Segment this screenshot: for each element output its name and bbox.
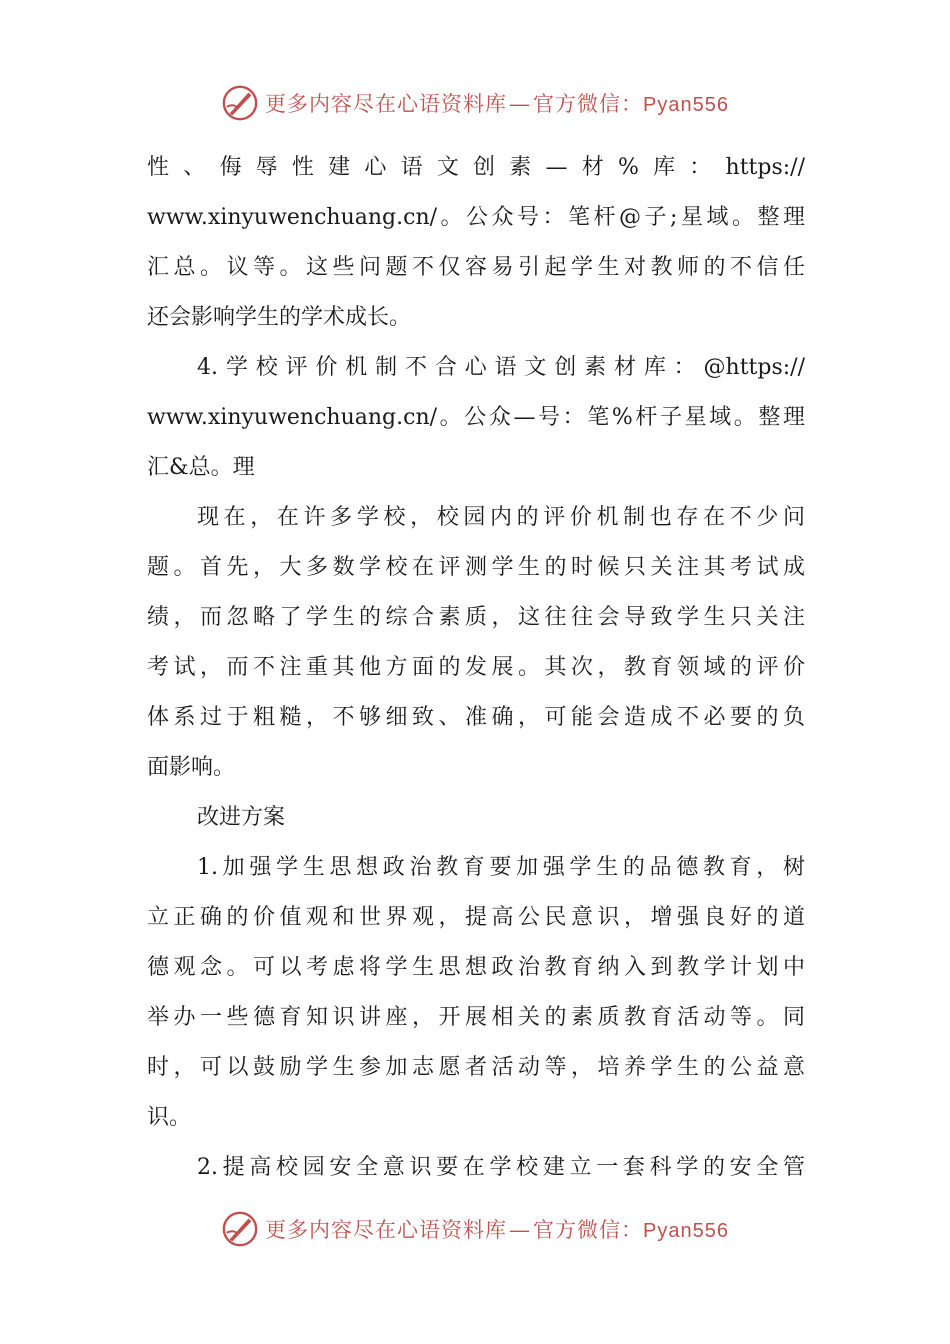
- paragraph-start: 现在，在许多学校，校园内的评价机制也存在不少问: [197, 505, 805, 530]
- list-item-heading: 1.加强学生思想政治教育要加强学生的品德教育，树: [197, 855, 805, 880]
- text-line: 汇&总。理: [147, 455, 255, 480]
- quill-logo-icon: [221, 1210, 259, 1248]
- text-line: 识。: [147, 1105, 192, 1130]
- text-line: 绩，而忽略了学生的综合素质，这往往会导致学生只关注: [147, 605, 805, 630]
- header-banner: [0, 80, 950, 126]
- document-body: [147, 143, 805, 1193]
- section-heading: 改进方案: [197, 805, 286, 830]
- text-line: 体系过于粗糙，不够细致、准确，可能会造成不必要的负: [147, 705, 805, 730]
- footer-text: 更多内容尽在心语资料库—官方微信：Pyan556: [265, 1218, 729, 1242]
- text-line: 立正确的价值观和世界观，提高公民意识，增强良好的道: [147, 905, 805, 930]
- text-line: 举办一些德育知识讲座，开展相关的素质教育活动等。同: [147, 1005, 805, 1030]
- text-line: 性、侮辱性建心语文创素—材%库：https://: [147, 155, 805, 180]
- text-line: 面影响。: [147, 755, 236, 780]
- text-line: www.xinyuwenchuang.cn/。公众—号：笔%杆子星域。整理: [147, 405, 805, 430]
- text-line: 时，可以鼓励学生参加志愿者活动等，培养学生的公益意: [147, 1055, 805, 1080]
- list-item-heading: 2.提高校园安全意识要在学校建立一套科学的安全管: [197, 1155, 805, 1180]
- text-line: 考试，而不注重其他方面的发展。其次，教育领域的评价: [147, 655, 805, 680]
- text-line: www.xinyuwenchuang.cn/。公众号：笔杆@子;星域。整理: [147, 205, 805, 230]
- header-text: 更多内容尽在心语资料库—官方微信：Pyan556: [265, 92, 729, 116]
- text-line: 德观念。可以考虑将学生思想政治教育纳入到教学计划中: [147, 955, 805, 980]
- text-line: 题。首先，大多数学校在评测学生的时候只关注其考试成: [147, 555, 805, 580]
- text-line: 汇总。议等。这些问题不仅容易引起学生对教师的不信任: [147, 255, 805, 280]
- text-line: 还会影响学生的学术成长。: [147, 305, 412, 330]
- list-item-heading: 4.学校评价机制不合心语文创素材库：@https://: [197, 355, 805, 380]
- quill-logo-icon: [221, 84, 259, 122]
- footer-banner: [0, 1206, 950, 1252]
